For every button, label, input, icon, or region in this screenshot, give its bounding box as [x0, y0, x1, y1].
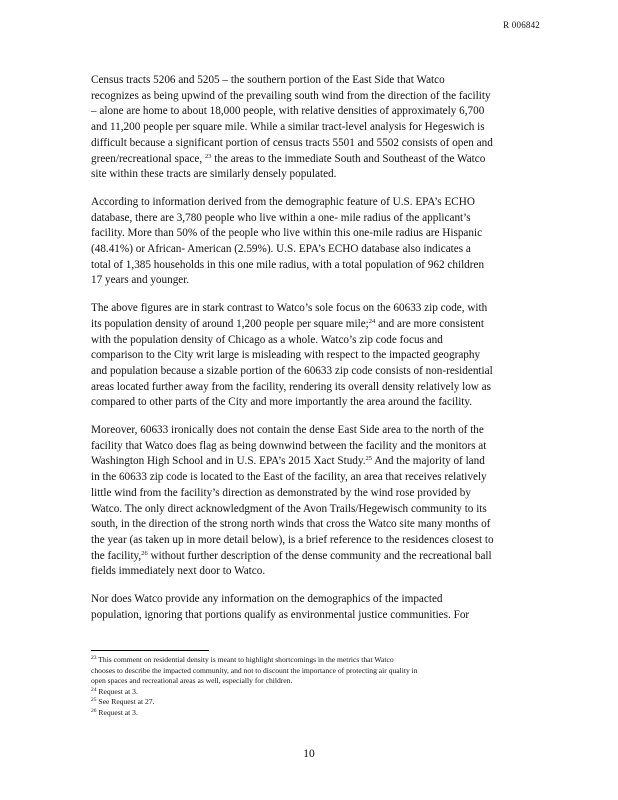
footnote-23-cont: chooses to describe the impacted community, and not to discount the importance of protecting air quality in [91, 665, 418, 675]
text-line: comparison to the City writ large is misleading with respect to the impacted geography [91, 349, 481, 362]
text-fragment: green/recreational space, [91, 152, 205, 165]
text-line [91, 152, 529, 168]
footnote-ref-24[interactable]: 24 [368, 317, 376, 325]
text-line: in the 60633 zip code is located to the East of the facility, an area that receives relatively [91, 471, 487, 484]
paragraph-east-side-area [91, 423, 529, 580]
text-fragment: and are more consistent [375, 317, 484, 330]
text-line: and population because a sizable portion of the 60633 zip code consists of non-residential [91, 364, 493, 377]
text-fragment: Washington High School and in U.S. EPA’s 2015 Xact Study. [91, 455, 366, 468]
footnotes [91, 655, 531, 719]
text-line: database, there are 3,780 people who live within a one- mile radius of the applicant’s [91, 211, 471, 224]
text-line: total of 1,385 households in this one mile radius, with a total population of 962 children [91, 258, 485, 271]
document-body [91, 73, 529, 636]
paragraph-zip-code-contrast [91, 301, 529, 411]
footnote-text: This comment on residential density is meant to highlight shortcomings in the metrics that Watco [98, 655, 394, 664]
text-fragment: its population density of around 1,200 people per square mile; [91, 317, 369, 330]
text-line: – alone are home to about 18,000 people, with relative densities of approximately 6,700 [91, 105, 485, 118]
text-line: facility. More than 50% of the people who live within this one-mile radius are Hispanic [91, 227, 483, 240]
text-fragment: the areas to the immediate South and Southeast of the Watco [211, 152, 486, 165]
text-fragment: And the majority of land [372, 455, 485, 468]
text-line: and 11,200 people per square mile. While a similar tract-level analysis for Hegeswich is [91, 121, 485, 134]
footnote-divider [91, 650, 209, 651]
text-line: with the population density of Chicago as a whole. Watco’s zip code focus and [91, 333, 443, 346]
text-fragment: without further description of the dense community and the recreational ball [147, 549, 492, 562]
text-line [91, 317, 529, 333]
footnote-23-cont: open spaces and recreational areas as well, especially for children. [91, 676, 293, 686]
footnote-text: Request at 3. [98, 686, 138, 696]
footnote-text: See Request at 27. [98, 697, 155, 707]
text-line: little wind from the facility’s direction as demonstrated by the wind rose provided by [91, 486, 471, 499]
footnote-ref-25[interactable]: 25 [365, 455, 373, 463]
footnote-number: 23 [91, 655, 97, 661]
text-line: Moreover, 60633 ironically does not contain the dense East Side area to the north of the [91, 424, 484, 437]
text-line: south, in the direction of the strong north winds that cross the Watco site many months of [91, 518, 491, 531]
text-line: According to information derived from the demographic feature of U.S. EPA’s ECHO [91, 195, 475, 208]
footnote-ref-26[interactable]: 26 [141, 549, 148, 557]
paragraph-census-tracts [91, 73, 529, 183]
text-line [91, 454, 529, 470]
text-line: the year (as taken up in more detail below), is a brief reference to the residences closest to [91, 533, 494, 546]
text-line: Watco. The only direct acknowledgment of the Avon Trails/Hegewisch community to its [91, 502, 487, 515]
text-line: The above figures are in stark contrast to Watco’s sole focus on the 60633 zip code, with [91, 302, 488, 315]
bates-number: R 006842 [503, 20, 540, 30]
footnote-number: 26 [91, 707, 97, 714]
page-number: 10 [303, 748, 315, 760]
footnote-23 [91, 655, 531, 666]
text-fragment: the facility, [91, 549, 142, 562]
text-line: Census tracts 5206 and 5205 – the southern portion of the East Side that Watco [91, 74, 445, 86]
text-line: recognizes as being upwind of the prevailing south wind from the direction of the facility [91, 89, 491, 102]
footnote-24 [91, 687, 531, 698]
text-line: areas located further away from the facility, rendering its overall density relatively low as [91, 380, 492, 393]
text-line: fields immediately next door to Watco. [91, 565, 266, 578]
footnote-text: Request at 3. [98, 707, 138, 717]
footnote-number: 24 [91, 686, 97, 693]
footnote-number: 25 [91, 697, 97, 704]
text-line: compared to other parts of the City and more importantly the area around the facility. [91, 396, 473, 409]
text-line [91, 549, 529, 565]
footnote-26 [91, 708, 531, 719]
paragraph-echo-demographics [91, 195, 529, 289]
paragraph-demographics-omission [91, 592, 529, 623]
footnote-ref-23[interactable]: 23 [204, 152, 212, 160]
text-line: 17 years and younger. [91, 274, 190, 287]
text-line: facility that Watco does flag as being downwind between the facility and the monitors at [91, 439, 487, 452]
text-line: difficult because a significant portion of census tracts 5501 and 5502 consists of open and [91, 136, 493, 149]
text-line: site within these tracts are similarly densely populated. [91, 168, 337, 181]
text-line: Nor does Watco provide any information on the demographics of the impacted [91, 593, 443, 606]
text-line: population, ignoring that portions qualify as environmental justice communities. For [91, 608, 470, 621]
footnote-25 [91, 697, 531, 708]
text-line: (48.41%) or African- American (2.59%). U.S. EPA’s ECHO database also indicates a [91, 243, 471, 256]
